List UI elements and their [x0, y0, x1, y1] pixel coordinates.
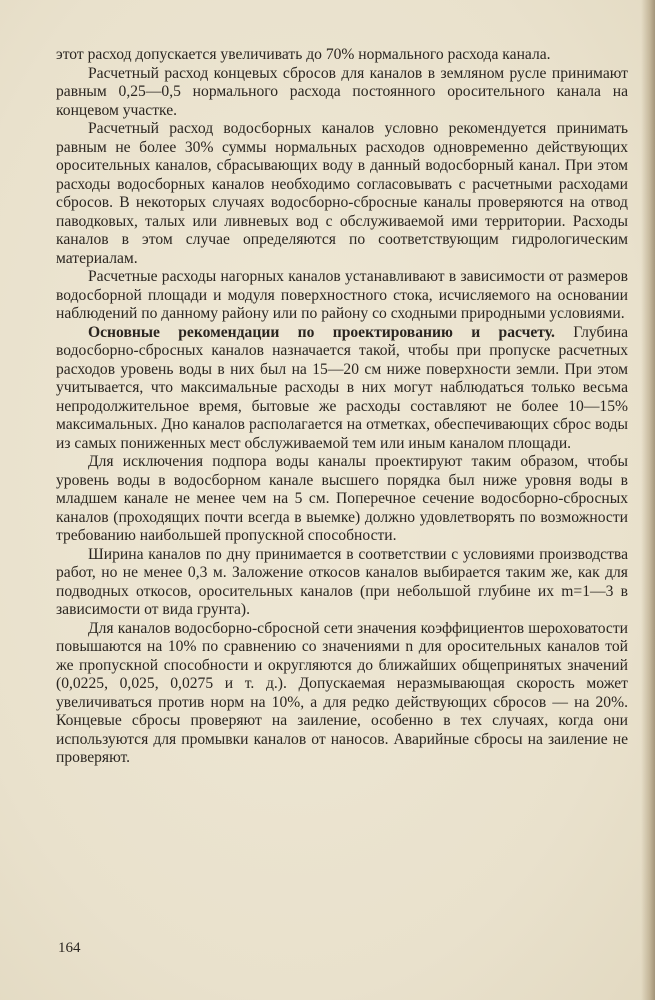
page-number: 164 — [58, 940, 81, 956]
section-heading-body: Глубина водосборно-сбросных каналов назначается такой, чтобы при пропуске расчетных расходов уровень воды в них был на 15—20 см ниже поверхности земли. При этом учитывается, что максимальные расходы в них могут наблюдаться только весьма непродолжительное время, бытовые же расходы составляют не более 10—15% максимальных. Дно каналов располагается на отметках, обеспечивающих сброс воды из самых пониженных мест обслуживаемой тем или иным каналом площади. — [56, 323, 628, 452]
page-edge-shadow — [641, 0, 655, 1000]
paragraph-roughness: Для каналов водосборно-сбросной сети значения коэффициентов шероховатости повышаются на 10% по сравнению со значениями n для оросительных каналов той же пропускной способности и округляются до ближайших общепринятых значений (0,0225, 0,025, 0,0275 и т. д.). Допускаемая неразмывающая скорость может увеличиваться против норм на 10%, а для редко действующих сбросов — на 20%. Концевые сбросы проверяют на заиление, особенно в тех случаях, когда они используются для промывки каналов от наносов. Аварийные сбросы на заиление не проверяют. — [56, 619, 628, 766]
paragraph-design-recommendations — [56, 324, 628, 454]
paragraph-drainage-canals: Расчетный расход водосборных каналов условно рекомендуется принимать равным не более 30% суммы нормальных расходов одновременно действующих оросительных каналов, сбрасывающих воду в данный водосборный канал. При этом расходы водосборных каналов необходимо согласовывать с расчетными расходами сбросов. В некоторых случаях водосборно-сбросные каналы проверяются на отвод паводковых, талых или ливневых вод с обслуживаемой ими территории. Расходы каналов в этом случае определяются по соответствующим гидрологическим материалам. — [56, 120, 628, 267]
paragraph-backwater: Для исключения подпора воды каналы проектируют таким образом, чтобы уровень воды в водосборном канале высшего порядка был ниже уровня воды в младшем канале не менее чем на 5 см. Поперечное сечение водосборно-сбросных каналов (проходящих почти всегда в выемке) должно удовлетворять по возможности требованию наибольшей пропускной способности. — [56, 453, 628, 544]
paragraph-continuation: этот расход допускается увеличивать до 70% нормального расхода канала. — [56, 46, 551, 63]
paragraph-end-drains: Расчетный расход концевых сбросов для каналов в земляном русле принимают равным 0,25—0,5 нормального расхода постоянного оросительного канала на концевом участке. — [56, 64, 628, 119]
section-heading: Основные рекомендации по проектированию и расчету. — [88, 323, 555, 341]
body-text — [56, 46, 628, 768]
paragraph-upland-canals: Расчетные расходы нагорных каналов устанавливают в зависимости от размеров водосборной площади и модуля поверхностного стока, исчисляемого на основании наблюдений по данному району или по району со сходными природными условиями. — [56, 268, 628, 322]
paragraph-canal-width: Ширина каналов по дну принимается в соответствии с условиями производства работ, но не менее 0,3 м. Заложение откосов каналов выбирается таким же, как для подводных откосов, оросительных каналов (при небольшой глубине их m=1—3 в зависимости от вида грунта). — [56, 545, 628, 618]
